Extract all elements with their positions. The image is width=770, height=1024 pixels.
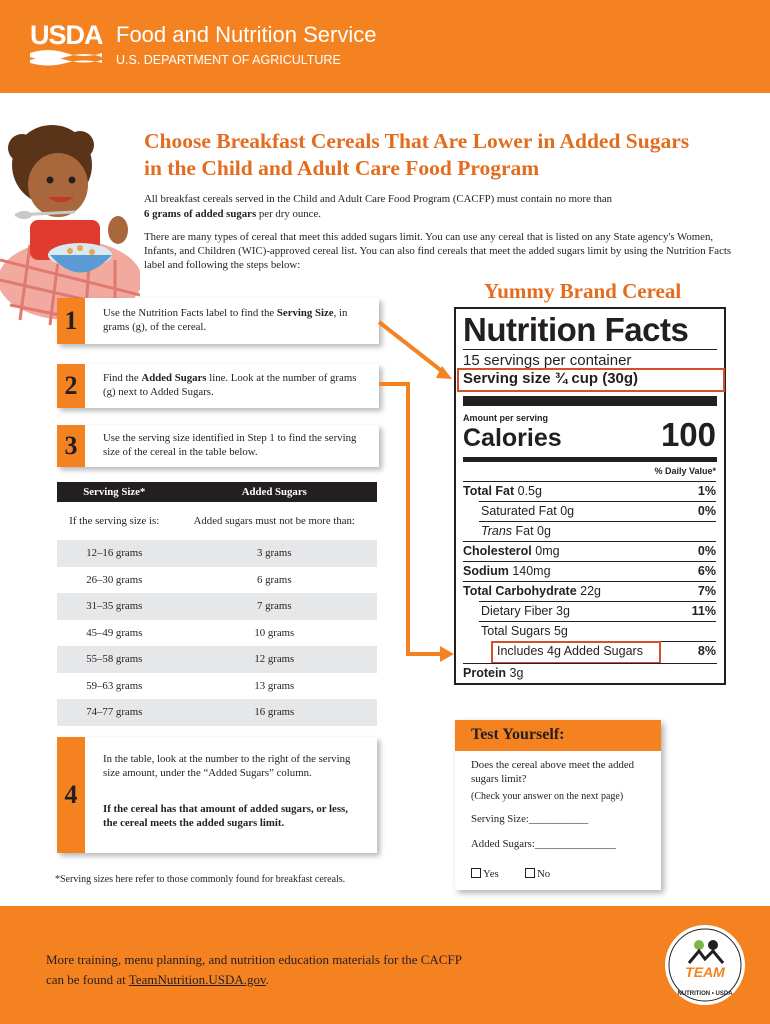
serving-size-blank[interactable]: Serving Size:___________ (471, 813, 589, 825)
footer-line-1: More training, menu planning, and nutrition education materials for the CACFP (46, 952, 462, 967)
nutrient-row: Cholesterol 0mg 0% (463, 541, 716, 561)
table-header-serving-size: Serving Size* (57, 482, 172, 502)
nutrient-row: Trans Fat 0g (463, 521, 716, 541)
table-cell: If the serving size is: (69, 515, 160, 527)
yes-option[interactable]: Yes (471, 867, 499, 881)
step-2-text: Find the Added Sugars line. Look at the number of grams (g) next to Added Sugars. (103, 372, 357, 398)
department-name: U.S. DEPARTMENT OF AGRICULTURE (116, 53, 341, 67)
daily-value-header: % Daily Value* (654, 466, 716, 476)
usda-logo (30, 22, 102, 70)
test-note: (Check your answer on the next page) (471, 791, 624, 802)
table-row (57, 699, 377, 726)
title-line-2: in the Child and Adult Care Food Program (144, 156, 540, 180)
table-cell: 16 grams (172, 699, 377, 726)
brand-title: Yummy Brand Cereal (484, 279, 682, 303)
nutrient-row: Protein 3g (463, 666, 524, 680)
team-nutrition-link[interactable]: TeamNutrition.USDA.gov (128, 972, 266, 987)
step-2-number: 2 (57, 364, 85, 408)
table-row (57, 646, 377, 673)
table-cell: 55–58 grams (57, 646, 172, 673)
intro-1-end: per dry ounce. (256, 208, 321, 220)
test-yourself-box (455, 720, 661, 890)
test-question: Does the cereal above meet the added sugars limit? (471, 759, 635, 785)
table-row (57, 673, 377, 700)
nutrient-row: Saturated Fat 0g 0% (463, 501, 716, 521)
intro-1-text: All breakfast cereals served in the Child and Adult Care Food Program (CACFP) must contain no more than (144, 193, 613, 205)
table-cell: Added sugars must not be more than: (193, 515, 355, 527)
amount-per-serving: Amount per serving (463, 413, 549, 423)
svg-text:TEAM: TEAM (685, 964, 725, 980)
nutrition-facts-label (454, 307, 726, 685)
added-sugars-highlight (491, 641, 661, 664)
table-header-row (57, 482, 377, 502)
arrow-head-2-icon (440, 646, 454, 662)
usda-logo-text: USDA (30, 20, 103, 50)
serving-size-highlight (457, 368, 725, 392)
intro-paragraph-2: There are many types of cereal that meet this added sugars limit. You can use any cereal that is listed on any State agency's Women, Infants, and Children (WIC)-approved cereal list. You can also find cereals that meet the added sugars limit by using the Nutrition Facts label and following the steps below: (144, 231, 732, 271)
calories-label: Calories (463, 424, 562, 452)
table-cell: 45–49 grams (86, 626, 143, 639)
step-1-box (57, 298, 379, 344)
table-cell: 12 grams (172, 646, 377, 673)
footer-text: More training, menu planning, and nutrition education materials for the CACFP can be found at TeamNutrition.USDA.gov. (46, 952, 462, 987)
footnote: *Serving sizes here refer to those commonly found for breakfast cereals. (55, 874, 346, 885)
intro-1-bold: 6 grams of added sugars (144, 208, 257, 220)
page-footer (0, 906, 770, 1024)
table-cell: 10 grams (254, 626, 295, 639)
table-header-added-sugars: Added Sugars (172, 482, 377, 502)
svg-text:NUTRITION • USDA: NUTRITION • USDA (677, 991, 733, 997)
intro-paragraph-1 (144, 192, 724, 222)
team-nutrition-logo-icon (665, 925, 745, 1005)
table-row (57, 567, 377, 594)
test-yourself-title: Test Yourself: (455, 720, 661, 751)
table-row (57, 540, 377, 567)
yes-checkbox[interactable] (471, 868, 481, 878)
arrow-step-2 (379, 384, 440, 654)
page-title (144, 128, 744, 182)
nutrient-row-added-sugars: Includes 4g Added Sugars 8% (463, 641, 716, 661)
step-4-number: 4 (57, 737, 85, 853)
divider-medium (463, 457, 717, 462)
table-cell: 26–30 grams (86, 573, 143, 586)
divider-thick (463, 396, 717, 406)
table-cell: 13 grams (254, 679, 295, 692)
table-subheader-row (57, 502, 377, 540)
table-cell: 6 grams (257, 573, 292, 586)
nutrition-facts-title: Nutrition Facts (463, 311, 689, 348)
table-row (57, 593, 377, 620)
step-4-bold-text: If the cereal has that amount of added sugars, or less, the cereal meets the added sugars limit. (103, 803, 348, 829)
team-nutrition-logo (665, 925, 745, 1005)
step-2-box (57, 364, 379, 408)
table-cell: 12–16 grams (57, 540, 172, 567)
no-checkbox[interactable] (525, 868, 535, 878)
divider (463, 349, 717, 350)
step-4-box (57, 737, 377, 853)
no-option[interactable]: No (525, 867, 550, 881)
nutrient-row: Dietary Fiber 3g 11% (463, 601, 716, 621)
nutrient-row: Total Sugars 5g (463, 621, 716, 641)
step-4-text: In the table, look at the number to the right of the serving size amount, under the “Added Sugars” column. (103, 753, 351, 779)
table-cell: 59–63 grams (86, 679, 143, 692)
table-cell: 7 grams (172, 593, 377, 620)
table-row (57, 620, 377, 647)
step-3-text: Use the serving size identified in Step 1 to find the serving size of the cereal in the table below. (103, 432, 357, 458)
step-3-box (57, 425, 379, 467)
table-cell: 74–77 grams (57, 699, 172, 726)
serving-size: Serving size ¾ cup (30g) (463, 370, 639, 387)
step-1-text: Use the Nutrition Facts label to find the Serving Size, in grams (g), of the cereal. (103, 307, 348, 333)
table-cell: 3 grams (172, 540, 377, 567)
nutrient-row: Sodium 140mg 6% (463, 561, 716, 581)
usda-logo-hills-icon (30, 49, 102, 67)
step-3-number: 3 (57, 425, 85, 467)
step-1-number: 1 (57, 298, 85, 344)
page-header (0, 0, 770, 93)
serving-size-table (57, 482, 377, 726)
agency-name: Food and Nutrition Service (116, 22, 377, 47)
added-sugars-blank[interactable]: Added Sugars:_______________ (471, 838, 616, 850)
arrow-step-1 (379, 322, 443, 372)
footer-line-2: can be found at (46, 972, 129, 987)
nutrient-row: Total Carbohydrate 22g 7% (463, 581, 716, 601)
title-line-1: Choose Breakfast Cereals That Are Lower in Added Sugars (144, 129, 690, 153)
servings-per-container: 15 servings per container (463, 352, 632, 369)
table-cell: 31–35 grams (57, 593, 172, 620)
nutrient-row: Total Fat 0.5g 1% (463, 481, 716, 501)
arrow-head-1-icon (436, 366, 452, 379)
calories-value: 100 (660, 416, 716, 453)
